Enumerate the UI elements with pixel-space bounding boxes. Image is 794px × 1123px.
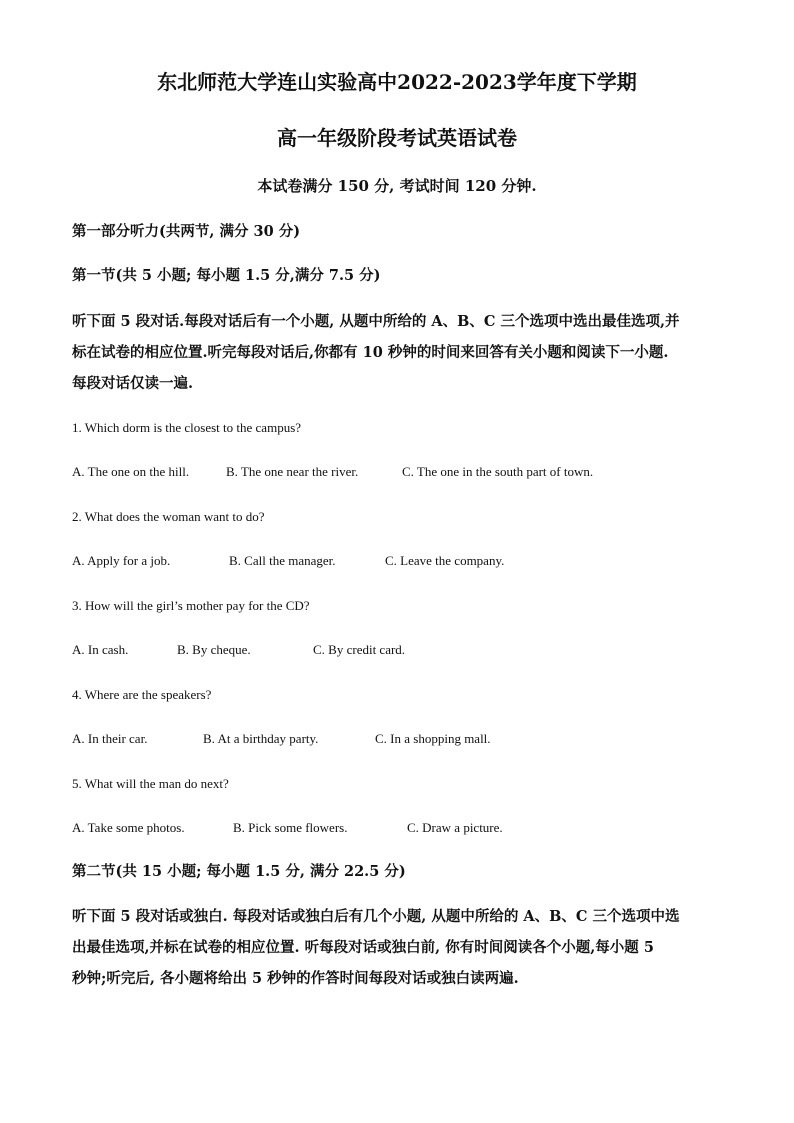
question-stem: 5. What will the man do next? [72,776,229,791]
question-option-b: B. The one near the river. [226,464,359,479]
question-stem: 1. Which dorm is the closest to the campus? [72,420,302,435]
question-option-c: C. Draw a picture. [407,820,503,835]
section1-instructions [72,306,724,399]
section2-instruction-line: 出最佳选项,并标在试卷的相应位置. 听每段对话或独白前, 你有时间阅读各个小题,每小题 5 [72,939,654,956]
question-stem: 2. What does the woman want to do? [72,509,265,524]
question-option-a: A. Take some photos. [72,820,185,835]
question-option-b: B. At a birthday party. [203,731,319,746]
question-option-c: C. In a shopping mall. [375,731,491,746]
question-option-c: C. Leave the company. [385,553,505,568]
question-option-b: B. Pick some flowers. [233,820,348,835]
part1-heading: 第一部分听力(共两节, 满分 30 分) [72,223,301,240]
section2-heading: 第二节(共 15 小题; 每小题 1.5 分, 满分 22.5 分) [72,863,406,880]
question-option-a: A. In their car. [72,731,148,746]
section2-instruction-line: 秒钟;听完后, 各小题将给出 5 秒钟的作答时间每段对话或独白读两遍. [72,970,519,987]
question-option-b: B. Call the manager. [229,553,336,568]
exam-subtitle: 本试卷满分 150 分, 考试时间 120 分钟. [257,177,537,195]
question-option-c: C. By credit card. [313,642,406,657]
question-option-b: B. By cheque. [177,642,251,657]
section1-heading: 第一节(共 5 小题; 每小题 1.5 分,满分 7.5 分) [72,267,381,284]
question-stem: 3. How will the girl’s mother pay for the CD? [72,598,310,613]
question-option-c: C. The one in the south part of town. [402,464,594,479]
question-option-a: A. In cash. [72,642,129,657]
question-stem: 4. Where are the speakers? [72,687,212,702]
question-option-a: A. Apply for a job. [72,553,171,568]
question-option-a: A. The one on the hill. [72,464,190,479]
section1-instruction-line: 标在试卷的相应位置.听完每段对话后,你都有 10 秒钟的时间来回答有关小题和阅读下一小题. [72,344,669,361]
section2-instructions [72,901,724,994]
exam-title-line1: 东北师范大学连山实验高中2022-2023学年度下学期 [157,70,637,94]
exam-title-line2: 高一年级阶段考试英语试卷 [277,126,517,150]
section2-instruction-line: 听下面 5 段对话或独白. 每段对话或独白后有几个小题, 从题中所给的 A、B、C 三个选项中选 [72,908,680,925]
section1-instruction-line: 听下面 5 段对话.每段对话后有一个小题, 从题中所给的 A、B、C 三个选项中选出最佳选项,并 [72,313,680,330]
section1-instruction-line: 每段对话仅读一遍. [72,375,194,392]
